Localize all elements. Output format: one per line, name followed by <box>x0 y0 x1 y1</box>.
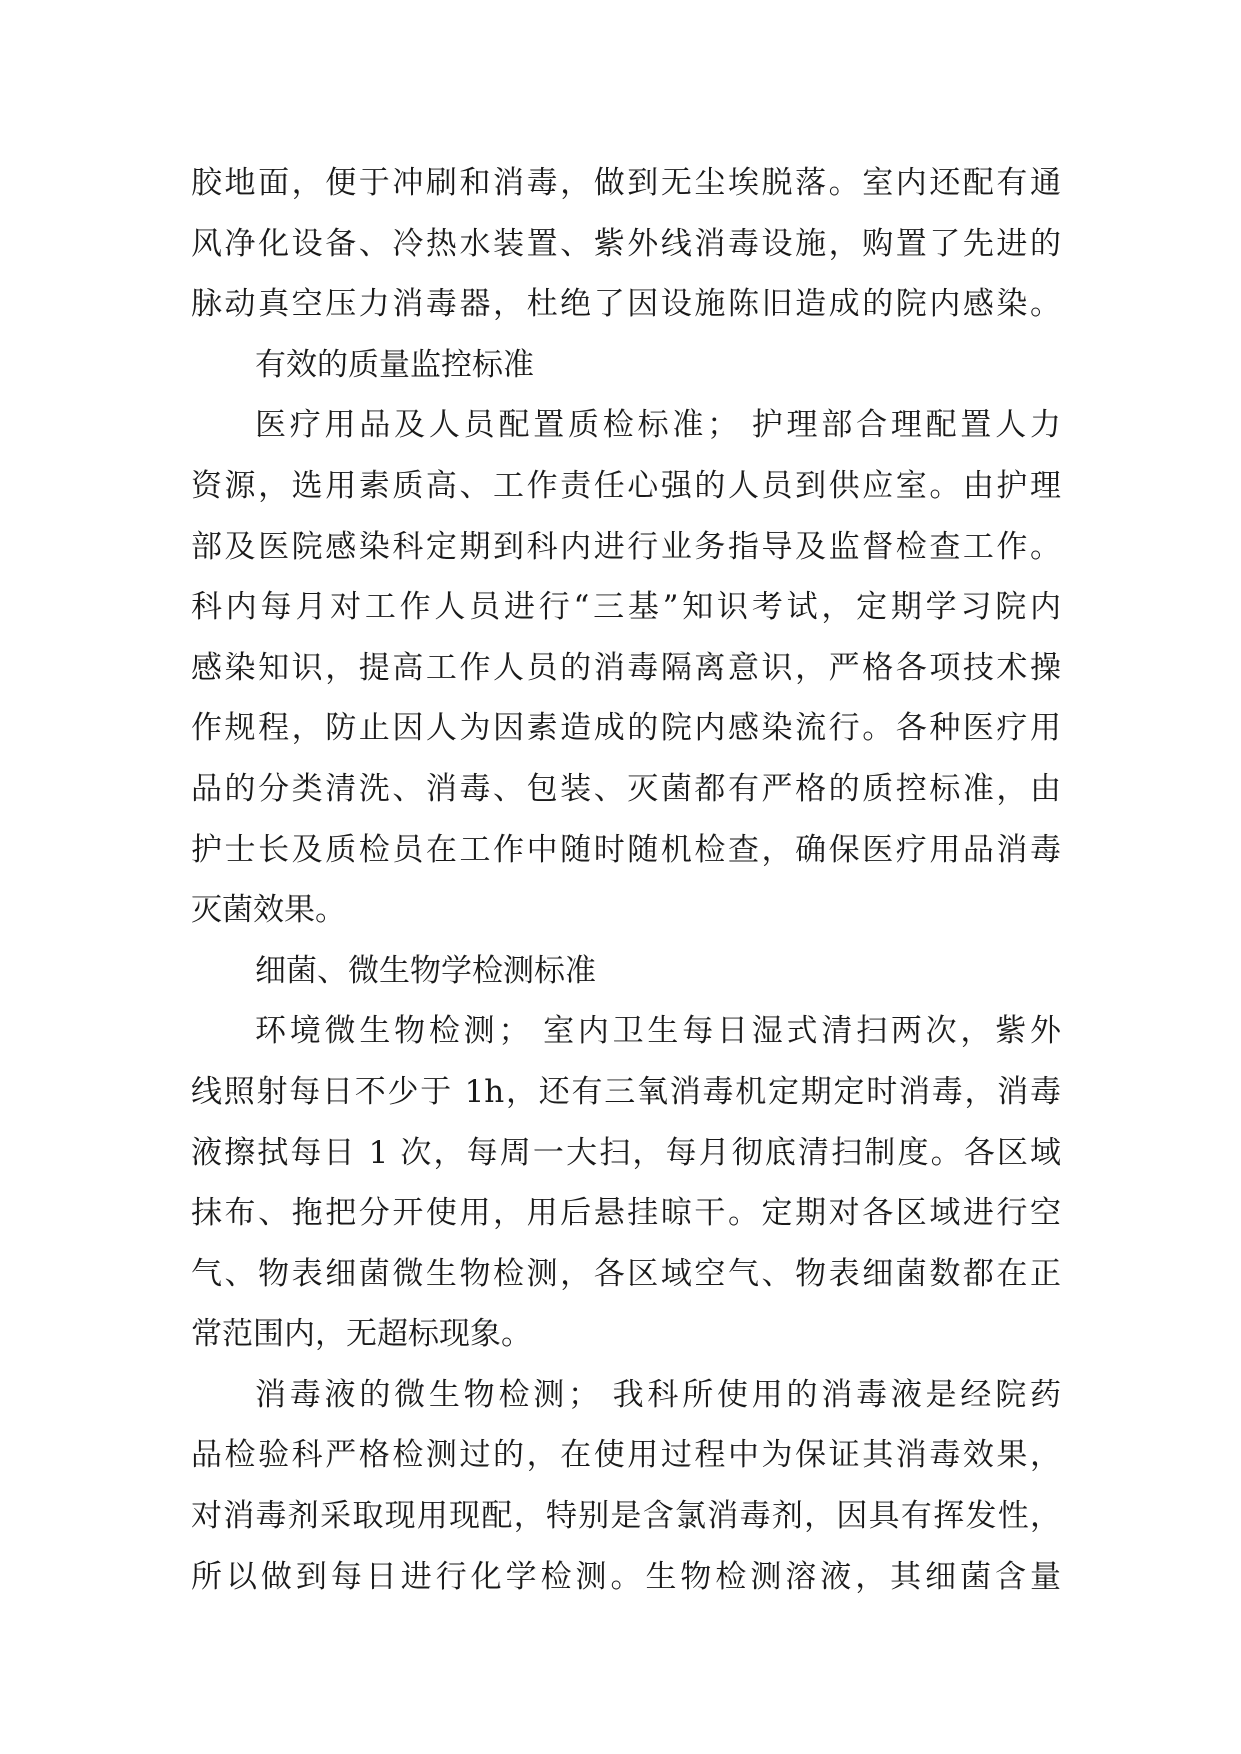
text-line: 胶地面，便于冲刷和消毒，做到无尘埃脱落。室内还配有通 <box>191 165 1061 201</box>
section-heading: 细菌、微生物学检测标准 <box>255 952 596 989</box>
text-line: 脉动真空压力消毒器，杜绝了因设施陈旧造成的院内感染。 <box>191 286 1061 323</box>
text-line: 液擦拭每日 1 次，每周一大扫，每月彻底清扫制度。各区域 <box>191 1134 1061 1171</box>
text-line: 灭菌效果。 <box>191 892 346 929</box>
section-heading: 有效的质量监控标准 <box>255 346 534 383</box>
text-line: 对消毒剂采取现用现配，特别是含氯消毒剂，因具有挥发性， <box>191 1498 1061 1535</box>
text-line: 气、物表细菌微生物检测，各区域空气、物表细菌数都在正 <box>191 1255 1061 1292</box>
text-line: 部及医院感染科定期到科内进行业务指导及监督检查工作。 <box>191 528 1061 565</box>
text-line: 线照射每日不少于 1h，还有三氧消毒机定期定时消毒，消毒 <box>191 1073 1061 1110</box>
text-line: 环境微生物检测； 室内卫生每日湿式清扫两次，紫外 <box>255 1013 1061 1050</box>
text-line: 护士长及质检员在工作中随时随机检查，确保医疗用品消毒 <box>191 831 1061 868</box>
text-line: 风净化设备、冷热水装置、紫外线消毒设施，购置了先进的 <box>191 225 1061 262</box>
text-line: 资源，选用素质高、工作责任心强的人员到供应室。由护理 <box>191 467 1061 504</box>
text-line: 感染知识，提高工作人员的消毒隔离意识，严格各项技术操 <box>191 649 1061 686</box>
text-line: 医疗用品及人员配置质检标准； 护理部合理配置人力 <box>255 407 1061 444</box>
text-line: 所以做到每日进行化学检测。生物检测溶液，其细菌含量 <box>191 1558 1061 1595</box>
text-line: 品检验科严格检测过的，在使用过程中为保证其消毒效果， <box>191 1437 1061 1474</box>
text-line: 抹布、拖把分开使用，用后悬挂晾干。定期对各区域进行空 <box>191 1195 1061 1232</box>
text-line: 消毒液的微生物检测； 我科所使用的消毒液是经院药 <box>255 1376 1061 1413</box>
text-line: 品的分类清洗、消毒、包装、灭菌都有严格的质控标准，由 <box>191 770 1061 807</box>
text-line: 作规程，防止因人为因素造成的院内感染流行。各种医疗用 <box>191 710 1061 747</box>
text-line: 科内每月对工作人员进行“三基”知识考试，定期学习院内 <box>191 589 1061 626</box>
text-line: 常范围内，无超标现象。 <box>191 1316 532 1353</box>
body-text <box>191 153 1061 1607</box>
